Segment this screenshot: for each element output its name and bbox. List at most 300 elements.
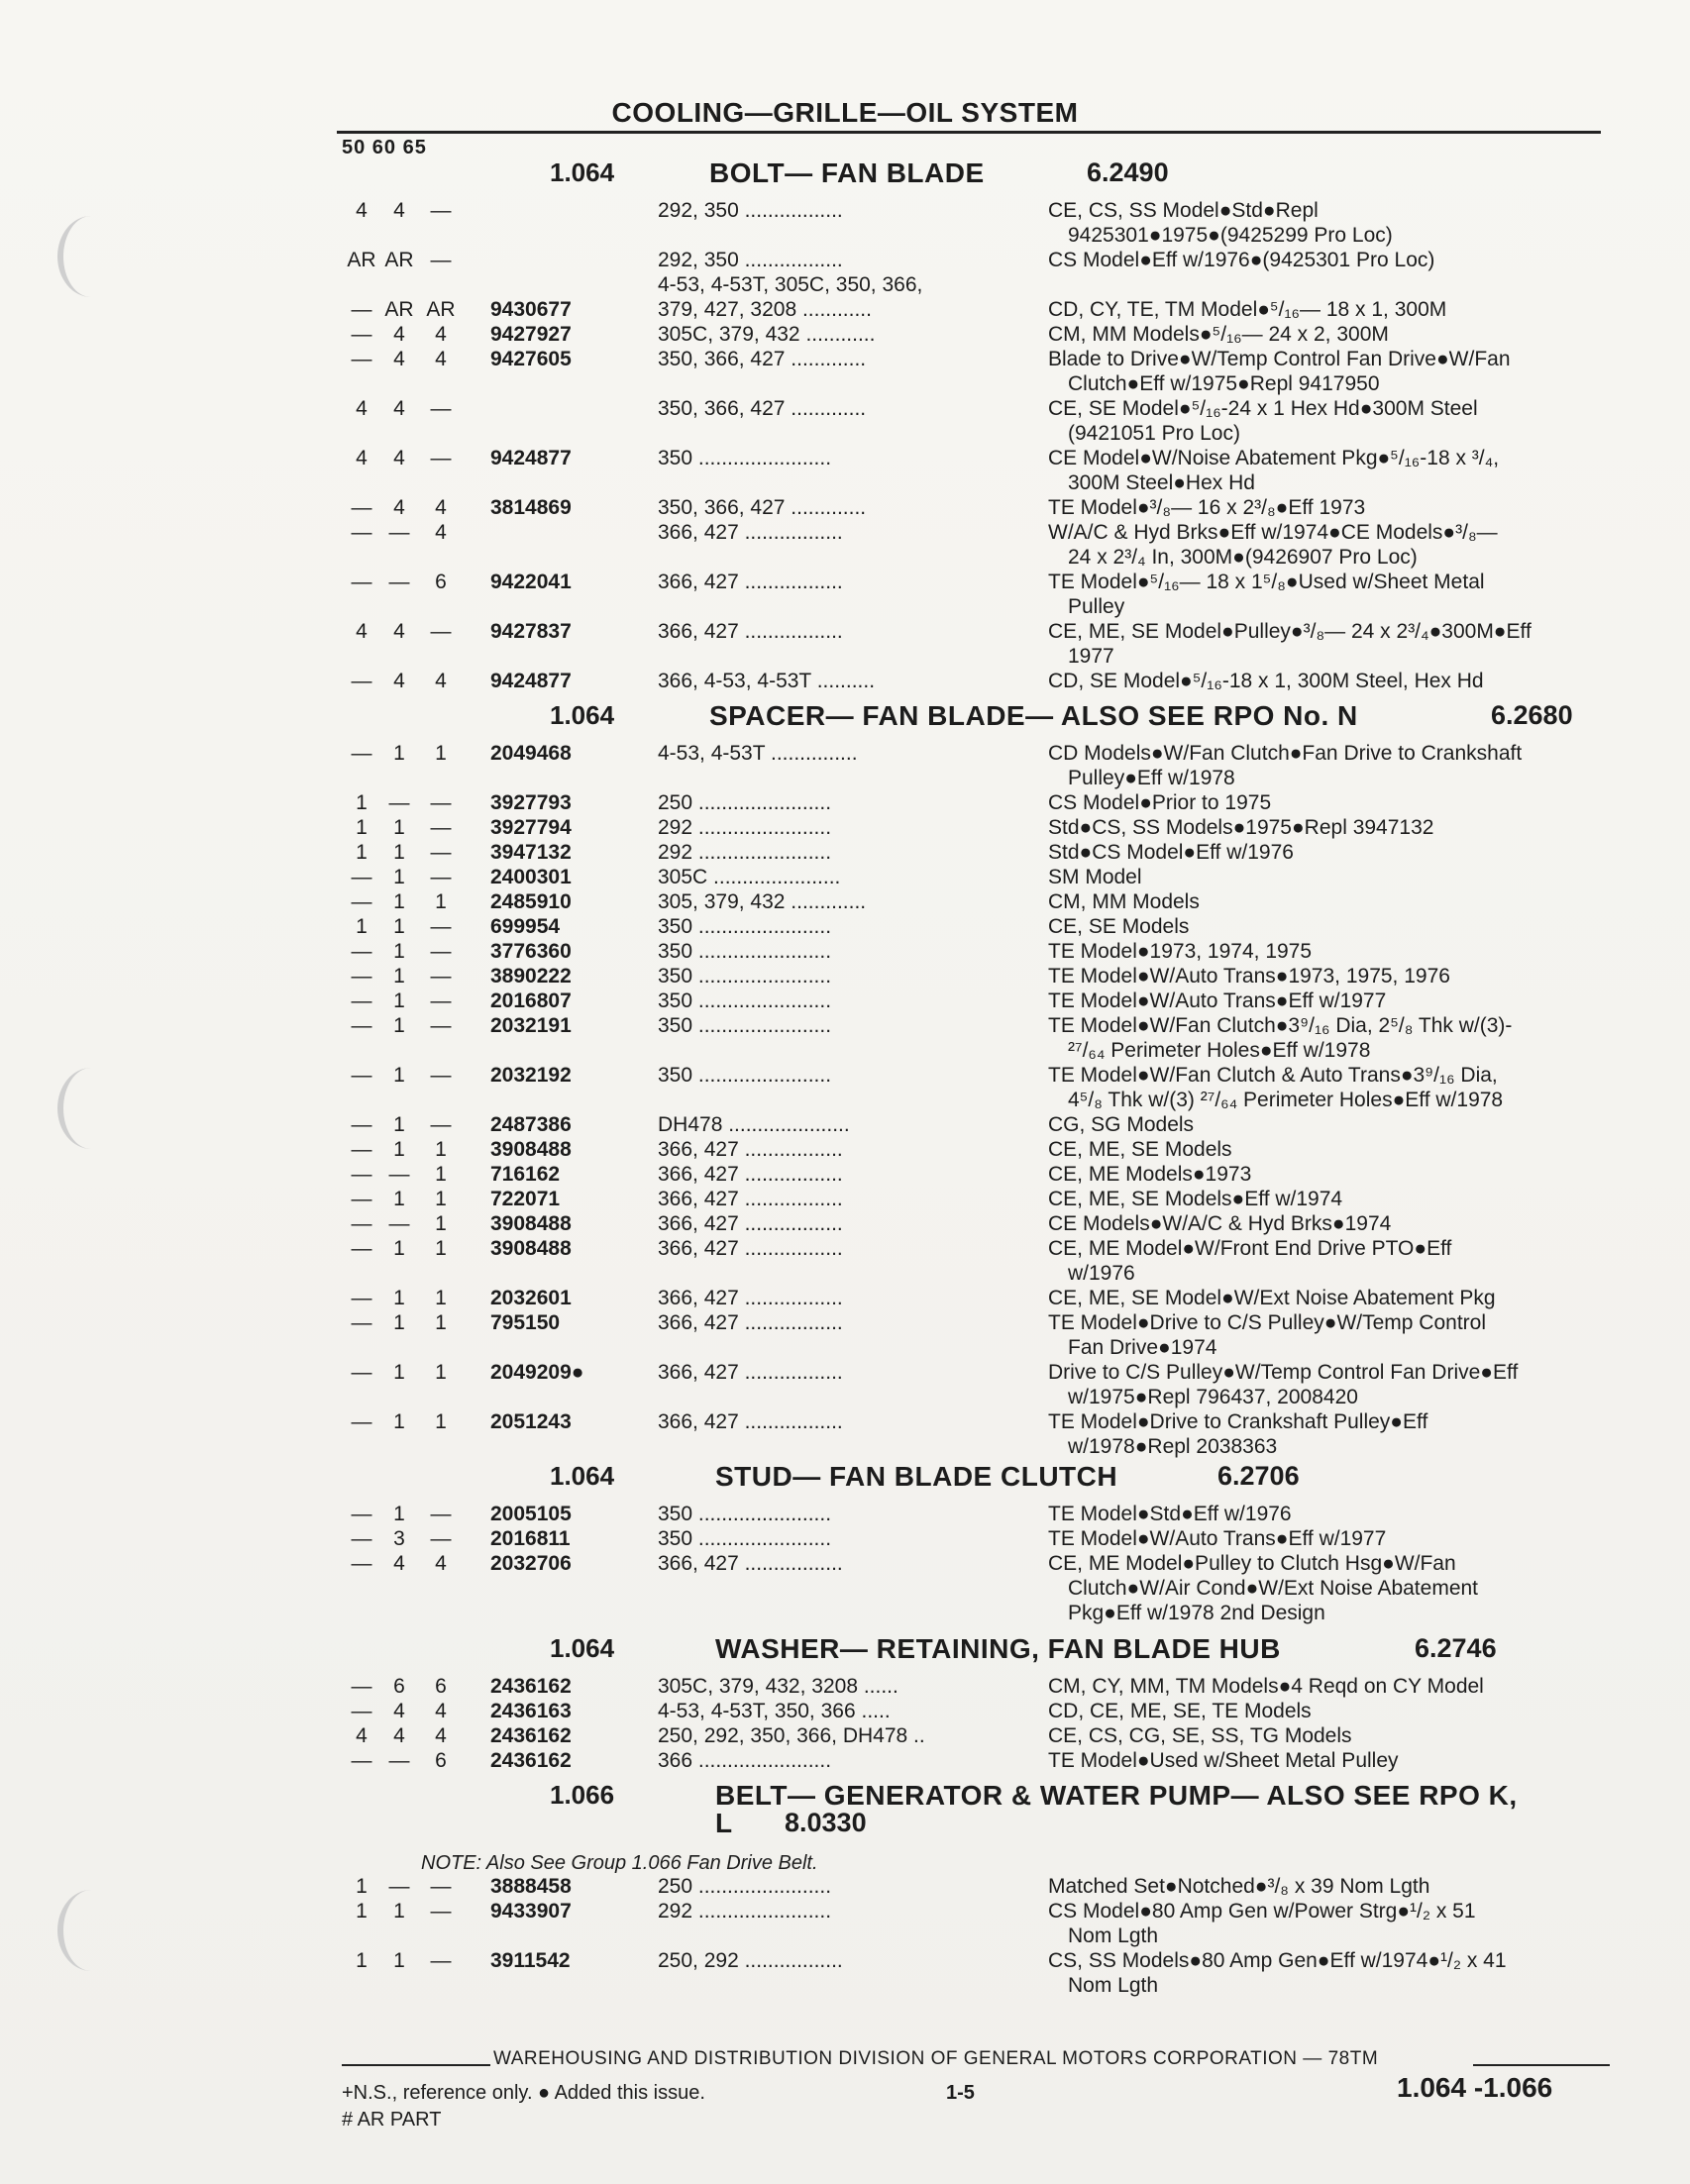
engine-models: 366, 427 ................. (658, 1212, 843, 1235)
part-description: TE Model●W/Auto Trans●Eff w/1977 (1048, 1527, 1387, 1550)
part-description: CM, MM Models●⁵/₁₆— 24 x 2, 300M (1048, 323, 1389, 346)
quantity-60: 1 (393, 1138, 405, 1161)
quantity-50: — (351, 940, 372, 963)
quantity-50: — (351, 989, 372, 1012)
section-heading (0, 700, 1690, 737)
quantity-50: — (351, 1503, 372, 1525)
quantity-60: 1 (393, 890, 405, 913)
table-row (0, 741, 1690, 790)
engine-models: 366, 427 ................. (658, 1138, 843, 1161)
quantity-60: 1 (393, 1188, 405, 1210)
quantity-50: — (351, 890, 372, 913)
part-description-continued: CD, CY, TE, TM Model●⁵/₁₆— 18 x 1, 300M (1048, 298, 1447, 321)
part-description: CD, CE, ME, SE, TE Models (1048, 1700, 1312, 1722)
quantity-60: 1 (393, 1949, 405, 1972)
part-number: 795150 (490, 1311, 561, 1334)
part-number: 2400301 (490, 866, 572, 888)
quantity-60: 1 (393, 1113, 405, 1136)
year-columns-heading: 50 60 65 (342, 137, 427, 158)
quantity-65: — (430, 1064, 452, 1087)
quantity-60: 1 (393, 1410, 405, 1433)
part-description-continued: 1977 (1068, 645, 1114, 668)
quantity-50: — (351, 1163, 372, 1186)
quantity-50: 1 (356, 1949, 368, 1972)
table-row (0, 1236, 1690, 1286)
engine-models: 366, 427 ................. (658, 1410, 843, 1433)
engine-models: 305, 379, 432 ............. (658, 890, 867, 913)
part-description-continued: Clutch●W/Air Cond●W/Ext Noise Abatement (1068, 1577, 1479, 1600)
part-number: 9427927 (490, 323, 572, 346)
part-description-continued: Pulley●Eff w/1978 (1068, 767, 1235, 789)
section-group-number: 1.064 (550, 1461, 615, 1491)
quantity-60: 4 (393, 1700, 405, 1722)
part-number: 3776360 (490, 940, 572, 963)
quantity-50: — (351, 1113, 372, 1136)
engine-models: 305C, 379, 432, 3208 ...... (658, 1675, 898, 1698)
quantity-65: 1 (435, 1311, 447, 1334)
part-description: TE Model●1973, 1974, 1975 (1048, 940, 1313, 963)
quantity-50: — (351, 1675, 372, 1698)
part-description: CS Model●Prior to 1975 (1048, 791, 1272, 814)
part-description-continued: Nom Lgth (1068, 1924, 1159, 1947)
engine-models: 292, 350 ................. (658, 199, 843, 222)
quantity-60: 1 (393, 1014, 405, 1037)
part-number: 2032191 (490, 1014, 572, 1037)
section-code: 6.2746 (1415, 1633, 1497, 1663)
quantity-65: 4 (435, 496, 447, 519)
table-row (0, 1013, 1690, 1063)
quantity-60: 4 (393, 199, 405, 222)
engine-models: 292 ....................... (658, 1900, 832, 1923)
part-number: 2436162 (490, 1675, 572, 1698)
table-row (0, 1899, 1690, 1948)
quantity-65: — (430, 1503, 452, 1525)
quantity-60: 4 (393, 348, 405, 370)
quantity-60: 1 (393, 940, 405, 963)
part-number: 3908488 (490, 1138, 572, 1161)
table-row (0, 939, 1690, 964)
part-description-continued: 300M Steel●Hex Hd (1068, 471, 1255, 494)
part-description: CG, SG Models (1048, 1113, 1195, 1136)
quantity-60: 1 (393, 1311, 405, 1334)
part-description: CM, MM Models (1048, 890, 1200, 913)
quantity-60: — (388, 1875, 410, 1898)
part-number: 9430677 (490, 298, 572, 321)
part-number: 3927794 (490, 816, 572, 839)
quantity-60: AR (384, 298, 414, 321)
part-number: 2436163 (490, 1700, 572, 1722)
part-description: CD Models●W/Fan Clutch●Fan Drive to Crankshaft (1048, 742, 1523, 765)
quantity-50: — (351, 1188, 372, 1210)
part-description: CE, ME, SE Model●W/Ext Noise Abatement Pkg (1048, 1287, 1496, 1309)
part-description: CS Model●Eff w/1976●(9425301 Pro Loc) (1048, 249, 1435, 271)
footer-legend-ar: # AR PART (342, 2109, 442, 2131)
part-description: SM Model (1048, 866, 1142, 888)
table-row (0, 322, 1690, 347)
quantity-65: 1 (435, 1212, 447, 1235)
engine-models: 292 ....................... (658, 816, 832, 839)
quantity-65: — (430, 965, 452, 988)
section-title: STUD— FAN BLADE CLUTCH (715, 1461, 1118, 1492)
table-row (0, 1360, 1690, 1409)
engine-models: 350 ....................... (658, 1014, 832, 1037)
part-number: 2051243 (490, 1410, 572, 1433)
table-row (0, 1211, 1690, 1236)
quantity-65: 6 (435, 571, 447, 593)
engine-models: 350, 366, 427 ............. (658, 397, 867, 420)
section-code: 6.2706 (1217, 1461, 1300, 1491)
part-description-continued: Pulley (1068, 595, 1125, 618)
table-row (0, 1748, 1690, 1773)
quantity-50: 4 (356, 447, 368, 469)
section-title-continued: L (715, 1808, 733, 1838)
quantity-50: AR (347, 249, 376, 271)
quantity-50: — (351, 1287, 372, 1309)
part-description: TE Model●W/Auto Trans●1973, 1975, 1976 (1048, 965, 1450, 988)
part-number: 2016807 (490, 989, 572, 1012)
part-description: TE Model●Used w/Sheet Metal Pulley (1048, 1749, 1399, 1772)
section-note: NOTE: Also See Group 1.066 Fan Drive Belt. (421, 1852, 818, 1874)
part-number: 3911542 (490, 1949, 571, 1972)
engine-models: 366, 427 ................. (658, 1311, 843, 1334)
quantity-60: 4 (393, 397, 405, 420)
engine-models: 350 ....................... (658, 965, 832, 988)
quantity-60: 3 (393, 1527, 405, 1550)
part-number: 3908488 (490, 1237, 572, 1260)
section-title: SPACER— FAN BLADE— ALSO SEE RPO No. N (709, 700, 1358, 731)
section-code: 8.0330 (785, 1808, 867, 1837)
table-row (0, 1409, 1690, 1459)
table-row (0, 914, 1690, 939)
engine-models: 366, 427 ................. (658, 1163, 843, 1186)
part-number: 3927793 (490, 791, 572, 814)
footer-division: WAREHOUSING AND DISTRIBUTION DIVISION OF GENERAL MOTORS CORPORATION — 78TM (493, 2048, 1379, 2069)
quantity-50: — (351, 298, 372, 321)
table-row (0, 1699, 1690, 1723)
part-number: 3908488 (490, 1212, 572, 1235)
engine-models: 350 ....................... (658, 1527, 832, 1550)
table-row (0, 1551, 1690, 1625)
quantity-65: — (430, 620, 452, 643)
part-description: CS Model●80 Amp Gen w/Power Strg●¹/₂ x 51 (1048, 1900, 1476, 1923)
quantity-60: 1 (393, 1900, 405, 1923)
part-description: CE, ME, SE Models (1048, 1138, 1232, 1161)
quantity-60: 1 (393, 989, 405, 1012)
quantity-50: — (351, 742, 372, 765)
part-number: 3947132 (490, 841, 572, 864)
engine-models: 350, 366, 427 ............. (658, 348, 867, 370)
engine-models: 305C, 379, 432 ............ (658, 323, 876, 346)
engine-models: 366 ....................... (658, 1749, 832, 1772)
engine-models: 366, 427 ................. (658, 1552, 843, 1575)
part-number: 3814869 (490, 496, 572, 519)
quantity-50: — (351, 521, 372, 544)
quantity-50: — (351, 323, 372, 346)
quantity-50: 4 (356, 1724, 368, 1747)
quantity-50: — (351, 1552, 372, 1575)
quantity-65: 1 (435, 1138, 447, 1161)
engine-models: 366, 427 ................. (658, 1361, 843, 1384)
footer-rule-right (1473, 2064, 1610, 2066)
section-heading (0, 1780, 1690, 1842)
section-heading (0, 157, 1690, 194)
page-number: 1-5 (946, 2082, 975, 2104)
engine-models: 366, 427 ................. (658, 571, 843, 593)
quantity-50: — (351, 965, 372, 988)
engine-models: 250 ....................... (658, 791, 832, 814)
quantity-65: 1 (435, 890, 447, 913)
part-description: CE, CS, SS Model●Std●Repl (1048, 199, 1319, 222)
part-description: CM, CY, MM, TM Models●4 Reqd on CY Model (1048, 1675, 1484, 1698)
quantity-60: 4 (393, 1724, 405, 1747)
part-description-continued: Clutch●Eff w/1975●Repl 9417950 (1068, 372, 1380, 395)
part-description: TE Model●W/Fan Clutch●3⁹/₁₆ Dia, 2⁵/₈ Thk w/(3)- (1048, 1014, 1513, 1037)
part-description-continued: Nom Lgth (1068, 1974, 1159, 1997)
part-description: TE Model●Std●Eff w/1976 (1048, 1503, 1292, 1525)
part-description-continued: w/1975●Repl 796437, 2008420 (1068, 1386, 1358, 1408)
quantity-60: — (388, 521, 410, 544)
quantity-50: — (351, 1212, 372, 1235)
table-row (0, 815, 1690, 840)
engine-models: 292, 350 ................. (658, 249, 843, 271)
engine-models: 350 ....................... (658, 1064, 832, 1087)
quantity-50: 4 (356, 620, 368, 643)
table-row (0, 396, 1690, 446)
section-code: 6.2680 (1491, 700, 1573, 730)
quantity-65: — (430, 447, 452, 469)
part-description: TE Model●⁵/₁₆— 18 x 1⁵/₈●Used w/Sheet Metal (1048, 571, 1485, 593)
quantity-65: — (430, 1014, 452, 1037)
part-number: 9422041 (490, 571, 572, 593)
part-description: Drive to C/S Pulley●W/Temp Control Fan Drive●Eff (1048, 1361, 1519, 1384)
quantity-60: — (388, 1212, 410, 1235)
quantity-50: — (351, 1700, 372, 1722)
quantity-65: — (430, 816, 452, 839)
quantity-65: 4 (435, 348, 447, 370)
engine-models: 350 ....................... (658, 1503, 832, 1525)
quantity-65: — (430, 1949, 452, 1972)
quantity-60: 1 (393, 1287, 405, 1309)
engine-models-continued: 379, 427, 3208 ............ (658, 298, 872, 321)
table-row (0, 520, 1690, 570)
table-row (0, 1502, 1690, 1526)
group-range: 1.064 -1.066 (1397, 2072, 1553, 2103)
engine-models: 350 ....................... (658, 940, 832, 963)
quantity-50: — (351, 1138, 372, 1161)
part-number: 716162 (490, 1163, 561, 1186)
table-row (0, 669, 1690, 693)
quantity-60: — (388, 1749, 410, 1772)
part-number: 2436162 (490, 1724, 572, 1747)
engine-models: 350, 366, 427 ............. (658, 496, 867, 519)
engine-models: 366, 4-53, 4-53T .......... (658, 670, 876, 692)
part-description: W/A/C & Hyd Brks●Eff w/1974●CE Models●³/₈— (1048, 521, 1498, 544)
footer-rule-left (342, 2064, 490, 2066)
quantity-65: 4 (435, 323, 447, 346)
quantity-50: — (351, 1361, 372, 1384)
part-number: 722071 (490, 1188, 561, 1210)
quantity-50: 1 (356, 791, 368, 814)
quantity-50: — (351, 571, 372, 593)
part-description: CE, ME, SE Models●Eff w/1974 (1048, 1188, 1343, 1210)
table-row (0, 1526, 1690, 1551)
part-description-continued: Pkg●Eff w/1978 2nd Design (1068, 1602, 1325, 1624)
engine-models: 366, 427 ................. (658, 1287, 843, 1309)
section-group-number: 1.064 (550, 1633, 615, 1663)
quantity-50: — (351, 1064, 372, 1087)
quantity-65: 1 (435, 742, 447, 765)
quantity-65: — (430, 940, 452, 963)
quantity-65: 6 (435, 1749, 447, 1772)
quantity-50: 4 (356, 199, 368, 222)
quantity-60: — (388, 791, 410, 814)
quantity-65: 6 (435, 1675, 447, 1698)
part-description-continued: (9421051 Pro Loc) (1068, 422, 1240, 445)
part-description: Std●CS, SS Models●1975●Repl 3947132 (1048, 816, 1434, 839)
quantity-65: 1 (435, 1410, 447, 1433)
table-row (0, 570, 1690, 619)
quantity-50: — (351, 1014, 372, 1037)
quantity-65: — (430, 791, 452, 814)
part-description: CD, SE Model●⁵/₁₆-18 x 1, 300M Steel, Hex Hd (1048, 670, 1484, 692)
engine-models: 250, 292 ................. (658, 1949, 843, 1972)
quantity-50: 1 (356, 1875, 368, 1898)
quantity-65: 4 (435, 1724, 447, 1747)
section-group-number: 1.064 (550, 700, 615, 730)
quantity-60: 1 (393, 1503, 405, 1525)
quantity-65: 1 (435, 1361, 447, 1384)
part-number: 3888458 (490, 1875, 572, 1898)
quantity-50: 1 (356, 841, 368, 864)
quantity-65: — (430, 866, 452, 888)
table-row (0, 619, 1690, 669)
engine-models: 366, 427 ................. (658, 1188, 843, 1210)
engine-models: 366, 427 ................. (658, 1237, 843, 1260)
engine-models: 366, 427 ................. (658, 620, 843, 643)
quantity-65: — (430, 841, 452, 864)
part-description: TE Model●Drive to Crankshaft Pulley●Eff (1048, 1410, 1428, 1433)
quantity-60: — (388, 1163, 410, 1186)
engine-models: DH478 ..................... (658, 1113, 850, 1136)
part-number: 3890222 (490, 965, 572, 988)
part-number: 9424877 (490, 447, 572, 469)
footer-legend-ns: +N.S., reference only. ● Added this issue. (342, 2082, 705, 2104)
quantity-65: — (430, 1875, 452, 1898)
engine-models: 250, 292, 350, 366, DH478 .. (658, 1724, 925, 1747)
table-row (0, 889, 1690, 914)
table-row (0, 1137, 1690, 1162)
part-number: 2485910 (490, 890, 572, 913)
quantity-60: 1 (393, 1064, 405, 1087)
section-heading (0, 1633, 1690, 1670)
table-row (0, 1063, 1690, 1112)
section-group-number: 1.066 (550, 1780, 615, 1810)
part-description-continued: ²⁷/₆₄ Perimeter Holes●Eff w/1978 (1068, 1039, 1371, 1062)
section-title: WASHER— RETAINING, FAN BLADE HUB (715, 1633, 1281, 1664)
engine-models: 250 ....................... (658, 1875, 832, 1898)
quantity-50: — (351, 1311, 372, 1334)
quantity-65: — (430, 249, 452, 271)
engine-models: 4-53, 4-53T, 350, 366 ..... (658, 1700, 891, 1722)
quantity-60: 4 (393, 1552, 405, 1575)
table-row (0, 1162, 1690, 1187)
part-description: CE, ME, SE Model●Pulley●³/₈— 24 x 2³/₄●300M●Eff (1048, 620, 1532, 643)
part-description: TE Model●W/Fan Clutch & Auto Trans●3⁹/₁₆ Dia, (1048, 1064, 1498, 1087)
quantity-65: — (430, 1900, 452, 1923)
part-description-continued: w/1978●Repl 2038363 (1068, 1435, 1278, 1458)
quantity-60: 4 (393, 496, 405, 519)
quantity-60: 4 (393, 447, 405, 469)
part-description: CS, SS Models●80 Amp Gen●Eff w/1974●¹/₂ x 41 (1048, 1949, 1507, 1972)
section-heading (0, 1461, 1690, 1498)
table-row (0, 964, 1690, 988)
quantity-60: 1 (393, 742, 405, 765)
quantity-50: — (351, 670, 372, 692)
quantity-50: — (351, 1237, 372, 1260)
engine-models: 350 ....................... (658, 915, 832, 938)
quantity-60: 6 (393, 1675, 405, 1698)
part-description: Blade to Drive●W/Temp Control Fan Drive●W/Fan (1048, 348, 1511, 370)
quantity-60: 4 (393, 323, 405, 346)
quantity-65: 4 (435, 1552, 447, 1575)
part-number: 699954 (490, 915, 561, 938)
table-row (0, 865, 1690, 889)
engine-models: 350 ....................... (658, 989, 832, 1012)
engine-models: 366, 427 ................. (658, 521, 843, 544)
part-description: CE, ME Model●W/Front End Drive PTO●Eff (1048, 1237, 1452, 1260)
quantity-50: — (351, 496, 372, 519)
part-number: 9433907 (490, 1900, 572, 1923)
table-row (0, 272, 1690, 322)
part-number: 2487386 (490, 1113, 572, 1136)
engine-models: 4-53, 4-53T ............... (658, 742, 858, 765)
part-number: 2032192 (490, 1064, 572, 1087)
part-number: 9427605 (490, 348, 572, 370)
part-description-continued: 4⁵/₈ Thk w/(3) ²⁷/₆₄ Perimeter Holes●Eff w/1978 (1068, 1089, 1504, 1111)
part-number: 2032706 (490, 1552, 572, 1575)
quantity-60: 1 (393, 816, 405, 839)
quantity-65: — (430, 1113, 452, 1136)
part-number: 2049468 (490, 742, 572, 765)
table-row (0, 790, 1690, 815)
section-title: BELT— GENERATOR & WATER PUMP— ALSO SEE RPO K, (715, 1780, 1518, 1811)
quantity-50: — (351, 1749, 372, 1772)
quantity-65: 1 (435, 1287, 447, 1309)
table-row (0, 1723, 1690, 1748)
quantity-50: — (351, 1527, 372, 1550)
table-row (0, 1874, 1690, 1899)
engine-models: 4-53, 4-53T, 305C, 350, 366, (658, 273, 923, 296)
table-row (0, 198, 1690, 248)
quantity-65: — (430, 199, 452, 222)
quantity-65: — (430, 397, 452, 420)
table-row (0, 1310, 1690, 1360)
part-description: TE Model●³/₈— 16 x 2³/₈●Eff 1973 (1048, 496, 1366, 519)
quantity-60: 1 (393, 841, 405, 864)
quantity-65: 4 (435, 521, 447, 544)
quantity-50: 1 (356, 1900, 368, 1923)
table-row (0, 1187, 1690, 1211)
quantity-60: 1 (393, 1237, 405, 1260)
part-number: 2005105 (490, 1503, 572, 1525)
part-description: CE, SE Models (1048, 915, 1190, 938)
part-description: Matched Set●Notched●³/₈ x 39 Nom Lgth (1048, 1875, 1430, 1898)
table-row (0, 446, 1690, 495)
quantity-65: — (430, 915, 452, 938)
quantity-65: 4 (435, 1700, 447, 1722)
quantity-65: 1 (435, 1188, 447, 1210)
part-description: CE, CS, CG, SE, SS, TG Models (1048, 1724, 1352, 1747)
